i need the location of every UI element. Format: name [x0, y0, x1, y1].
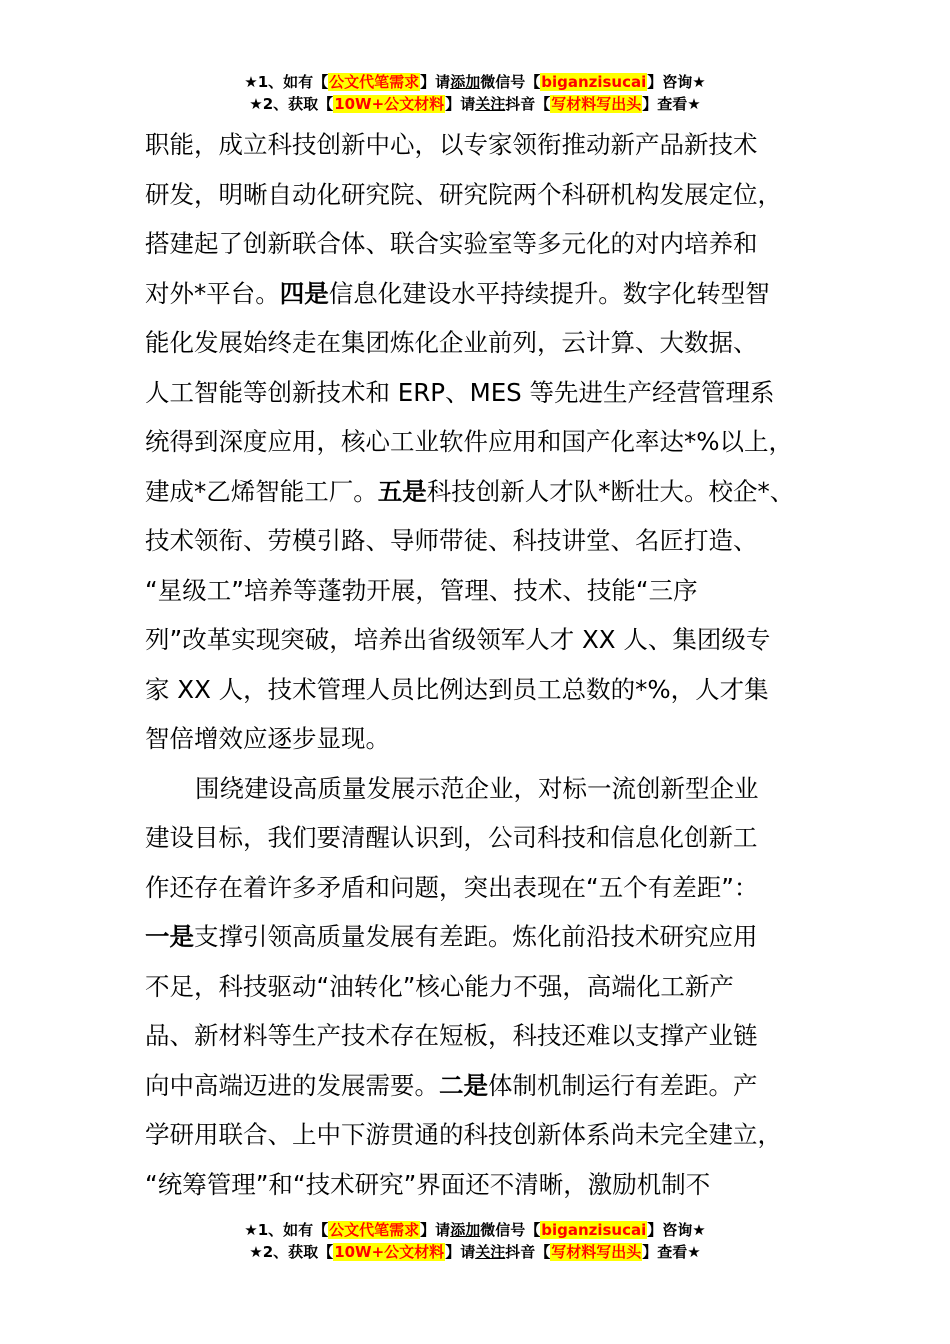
text-line: 职能，成立科技创新中心，以专家领衔推动新产品新技术 — [145, 130, 758, 159]
text-line: 品、新材料等生产技术存在短板，科技还难以支撑产业链 — [145, 1021, 758, 1050]
text-line: 智倍增效应逐步显现。 — [145, 724, 390, 753]
text-line: 学研用联合、上中下游贯通的科技创新体系尚未完全建立， — [145, 1120, 782, 1149]
text-line: 技术领衔、劳模引路、导师带徒、科技讲堂、名匠打造、 — [145, 526, 758, 555]
highlight-label: 公文代笔需求 — [329, 1221, 420, 1239]
text-line: 围绕建设高质量发展示范企业，对标一流创新型企业 — [195, 773, 759, 803]
text-line: 一是支撑引领高质量发展有差距。炼化前沿技术研究应用 — [145, 922, 758, 951]
header-banner — [0, 71, 950, 115]
wechat-id: biganzisucai — [541, 1221, 647, 1239]
banner-line-1: ★1、如有【公文代笔需求】请添加微信号【biganzisucai】咨询★ — [244, 73, 706, 91]
text-line: 家 XX 人，技术管理人员比例达到员工总数的*%，人才集 — [145, 674, 769, 704]
text-line: 统得到深度应用，核心工业软件应用和国产化率达*%以上， — [145, 427, 794, 456]
text-line: 研发，明晰自动化研究院、研究院两个科研机构发展定位， — [145, 179, 782, 209]
highlight-label: 公文代笔需求 — [329, 73, 420, 91]
banner-line-2: ★2、获取【10W+公文材料】请关注抖音【写材料写出头】查看★ — [249, 1243, 701, 1261]
point-label: 五是 — [377, 476, 427, 506]
text-line: “统筹管理”和“技术研究”界面还不清晰，激励机制不 — [145, 1169, 711, 1199]
text-line: 不足，科技驱动“油转化”核心能力不强，高端化工新产 — [145, 971, 734, 1001]
douyin-id: 写材料写出头 — [551, 1243, 642, 1261]
text-line: 作还存在着许多矛盾和问题，突出表现在“五个有差距”： — [145, 872, 759, 902]
text-line: 向中高端迈进的发展需要。二是体制机制运行有差距。产 — [145, 1070, 758, 1100]
point-label: 二是 — [439, 1070, 488, 1100]
text-line: 搭建起了创新联合体、联合实验室等多元化的对内培养和 — [145, 229, 758, 258]
wechat-id: biganzisucai — [541, 73, 647, 91]
text-line: “星级工”培养等蓬勃开展，管理、技术、技能“三序 — [145, 575, 698, 605]
highlight-label: 10W+公文材料 — [334, 1243, 445, 1261]
highlight-label: 10W+公文材料 — [334, 95, 445, 113]
text-line: 建成*乙烯智能工厂。五是科技创新人才队*断壮大。校企*、 — [145, 476, 795, 506]
text-line: 对外*平台。四是信息化建设水平持续提升。数字化转型智 — [145, 278, 770, 308]
text-line: 列”改革实现突破，培养出省级领军人才 XX 人、集团级专 — [145, 625, 771, 654]
point-label: 四是 — [279, 278, 329, 308]
text-line: 建设目标，我们要清醒认识到，公司科技和信息化创新工 — [145, 823, 758, 852]
banner-line-1: ★1、如有【公文代笔需求】请添加微信号【biganzisucai】咨询★ — [244, 1221, 706, 1239]
banner-line-2: ★2、获取【10W+公文材料】请关注抖音【写材料写出头】查看★ — [249, 95, 701, 113]
text-line: 人工智能等创新技术和 ERP、MES 等先进生产经营管理系 — [145, 377, 775, 407]
document-body — [145, 120, 825, 1209]
point-label: 一是 — [145, 922, 194, 951]
text-line: 能化发展始终走在集团炼化企业前列，云计算、大数据、 — [145, 328, 758, 357]
footer-banner — [0, 1219, 950, 1263]
douyin-id: 写材料写出头 — [551, 95, 642, 113]
